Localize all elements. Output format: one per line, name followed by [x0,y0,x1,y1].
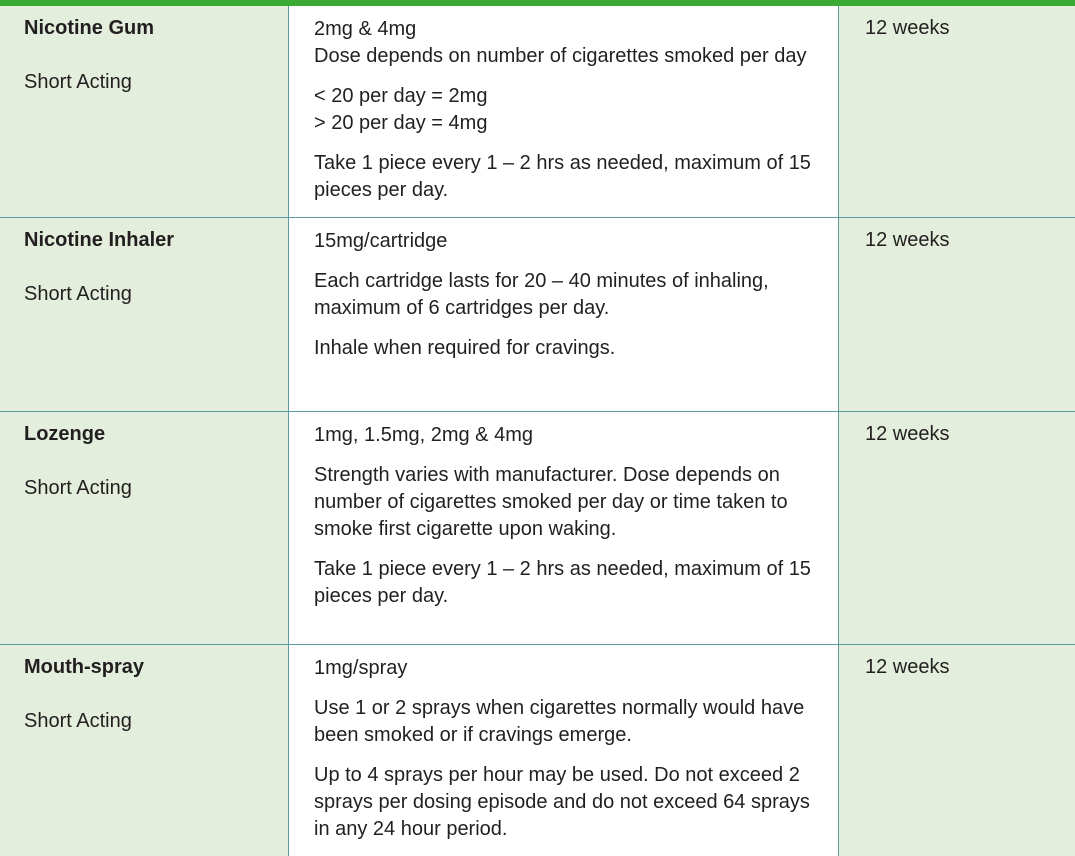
nicotine-replacement-table [0,6,1075,856]
dose-note: Dose depends on number of cigarettes smoked per day [314,43,818,70]
dose-strength: 2mg & 4mg [314,16,818,43]
dose-rule: < 20 per day = 2mg [314,83,818,110]
dose-instructions: Take 1 piece every 1 – 2 hrs as needed, maximum of 15 pieces per day. [314,556,818,610]
product-name: Lozenge [24,422,288,446]
product-type: Short Acting [24,709,288,733]
dose-cell [289,218,839,412]
product-name: Mouth-spray [24,655,288,679]
product-cell [0,412,289,645]
dose-rule: > 20 per day = 4mg [314,110,818,137]
dose-strength: 15mg/cartridge [314,228,818,255]
dose-instructions: Inhale when required for cravings. [314,335,818,362]
duration-value: 12 weeks [865,655,1075,679]
product-name: Nicotine Inhaler [24,228,288,252]
table-row [0,6,1075,218]
table-row [0,645,1075,856]
duration-cell [839,645,1075,856]
product-cell [0,6,289,218]
duration-value: 12 weeks [865,228,1075,252]
dose-instructions: Up to 4 sprays per hour may be used. Do not exceed 2 sprays per dosing episode and do not exceed 64 sprays in any 24 hour period. [314,762,818,843]
dose-note: Strength varies with manufacturer. Dose depends on number of cigarettes smoked per day or time taken to smoke first cigarette upon waking. [314,462,818,543]
product-type: Short Acting [24,476,288,500]
dose-instructions: Take 1 piece every 1 – 2 hrs as needed, maximum of 15 pieces per day. [314,150,818,204]
dose-note: Use 1 or 2 sprays when cigarettes normally would have been smoked or if cravings emerge. [314,695,818,749]
product-type: Short Acting [24,70,288,94]
dose-strength: 1mg, 1.5mg, 2mg & 4mg [314,422,818,449]
product-cell [0,645,289,856]
duration-cell [839,218,1075,412]
dose-cell [289,6,839,218]
product-name: Nicotine Gum [24,16,288,40]
dose-note: Each cartridge lasts for 20 – 40 minutes of inhaling, maximum of 6 cartridges per day. [314,268,818,322]
product-type: Short Acting [24,282,288,306]
product-cell [0,218,289,412]
dose-strength: 1mg/spray [314,655,818,682]
duration-value: 12 weeks [865,16,1075,40]
duration-cell [839,412,1075,645]
table-row [0,412,1075,645]
duration-cell [839,6,1075,218]
table-row [0,218,1075,412]
duration-value: 12 weeks [865,422,1075,446]
dose-cell [289,412,839,645]
dose-cell [289,645,839,856]
